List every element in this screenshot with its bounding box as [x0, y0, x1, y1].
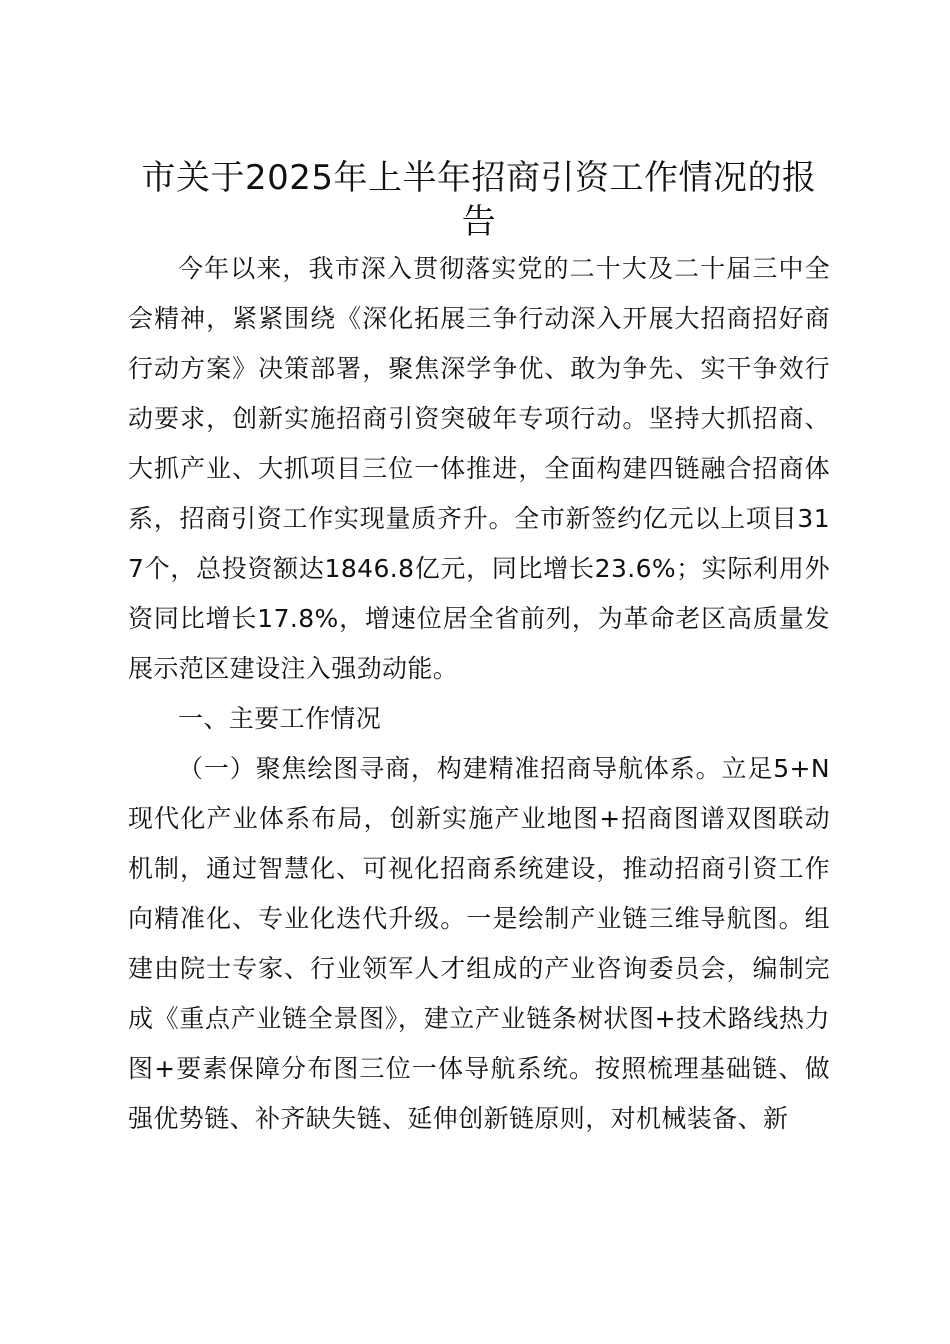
document-body: [128, 156, 830, 1144]
document-title: 市关于2025年上半年招商引资工作情况的报告: [141, 158, 817, 242]
section-heading: 一、主要工作情况: [178, 704, 382, 733]
section-paragraph: （一）聚焦绘图寻商，构建精准招商导航体系。立足5+N现代化产业体系布局，创新实施产业地图+招商图谱双图联动机制，通过智慧化、可视化招商系统建设，推动招商引资工作向精准化、专业化迭代升级。一是绘制产业链三维导航图。组建由院士专家、行业领军人才组成的产业咨询委员会，编制完成《重点产业链全景图》，建立产业链条树状图+技术路线热力图+要素保障分布图三位一体导航系统。按照梳理基础链、做强优势链、补齐缺失链、延伸创新链原则，对机械装备、新: [128, 754, 830, 1133]
intro-paragraph: 今年以来，我市深入贯彻落实党的二十大及二十届三中全会精神，紧紧围绕《深化拓展三争行动深入开展大招商招好商行动方案》决策部署，聚焦深学争优、敢为争先、实干争效行动要求，创新实施招商引资突破年专项行动。坚持大抓招商、大抓产业、大抓项目三位一体推进，全面构建四链融合招商体系，招商引资工作实现量质齐升。全市新签约亿元以上项目317个，总投资额达1846.8亿元，同比增长23.6%；实际利用外资同比增长17.8%，增速位居全省前列，为革命老区高质量发展示范区建设注入强劲动能。: [128, 254, 830, 683]
